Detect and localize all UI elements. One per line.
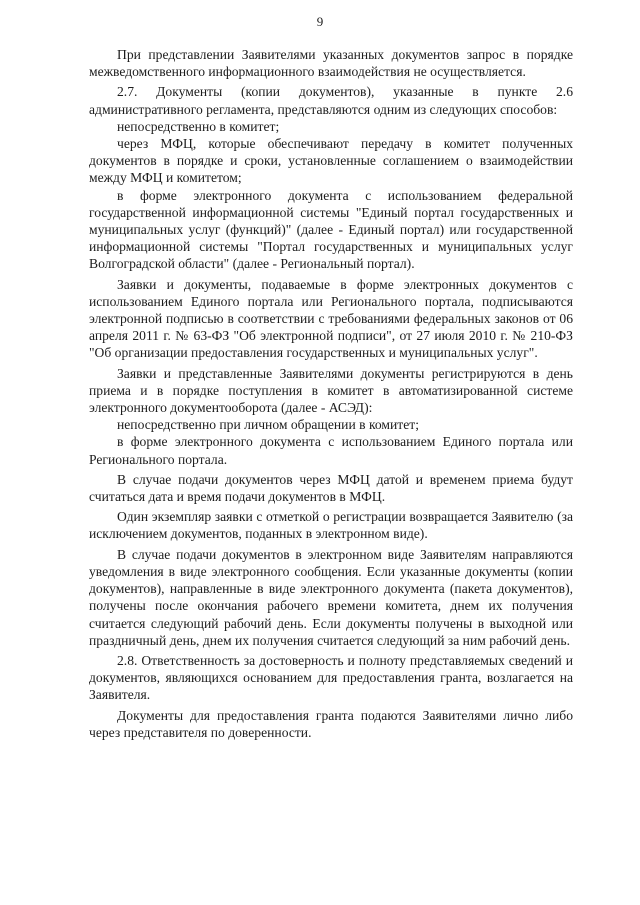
paragraph-copy-returned: Один экземпляр заявки с отметкой о регистрации возвращается Заявителю (за исключением документов, поданных в электронном виде).: [89, 509, 573, 542]
paragraph-method-electronic: в форме электронного документа с использованием федеральной государственной информационной системы "Единый портал государственных и муниципальных услуг (функций)" (далее - Единый портал) или государственной информационной системы "Портал государственных и муниципальных услуг Волгоградской области" (далее - Региональный портал).: [89, 187, 573, 272]
paragraph-registration-electronic: в форме электронного документа с использованием Единого портала или Регионального портала.: [89, 434, 573, 467]
paragraph-method-mfc: через МФЦ, которые обеспечивают передачу в комитет полученных документов в порядке и сроки, установленные соглашением о взаимодействии между МФЦ и комитетом;: [89, 136, 573, 186]
paragraph-method-direct: непосредственно в комитет;: [117, 118, 280, 134]
paragraph-2-8-responsibility: 2.8. Ответственность за достоверность и полноту представляемых сведений и документов, являющихся основанием для предоставления гранта, возлагается на Заявителя.: [89, 652, 573, 703]
paragraph-interagency-request: При представлении Заявителями указанных документов запрос в порядке межведомственного информационного взаимодействия не осуществляется.: [89, 47, 573, 80]
paragraph-2-7-intro: 2.7. Документы (копии документов), указанные в пункте 2.6 административного регламента, представляются одним из следующих способов:: [89, 84, 573, 117]
paragraph-submission: Документы для предоставления гранта подаются Заявителями лично либо через представителя по доверенности.: [89, 707, 573, 740]
paragraph-registration: Заявки и представленные Заявителями документы регистрируются в день приема и в порядке поступления в комитет в автоматизированной системе электронного документооборота (далее - АСЭД):: [89, 365, 573, 416]
paragraph-mfc-date: В случае подачи документов через МФЦ датой и временем приема будут считаться дата и время подачи документов в МФЦ.: [89, 471, 573, 505]
paragraph-electronic-signature: Заявки и документы, подаваемые в форме электронных документов с использованием Единого портала или Регионального портала, подписываются электронной подписью в соответствии с требованиями федеральных законов от 06 апреля 2011 г. № 63-ФЗ "Об электронной подписи", от 27 июля 2010 г. № 210-ФЗ "Об организации предоставления государственных и муниципальных услуг".: [89, 276, 573, 361]
document-body: [89, 46, 573, 741]
paragraph-registration-personal: непосредственно при личном обращении в комитет;: [117, 417, 419, 433]
page-number: 9: [316, 14, 324, 29]
paragraph-electronic-notification: В случае подачи документов в электронном виде Заявителям направляются уведомления в виде электронного сообщения. Если указанные документы (копии документов), направленные в виде электронного документа (пакета документов), получены после окончания рабочего времени комитета, днем их получения считается следующий рабочий день. Если документы получены в выходной или праздничный день, днем их получения считается следующий за ним рабочий день.: [89, 546, 573, 648]
